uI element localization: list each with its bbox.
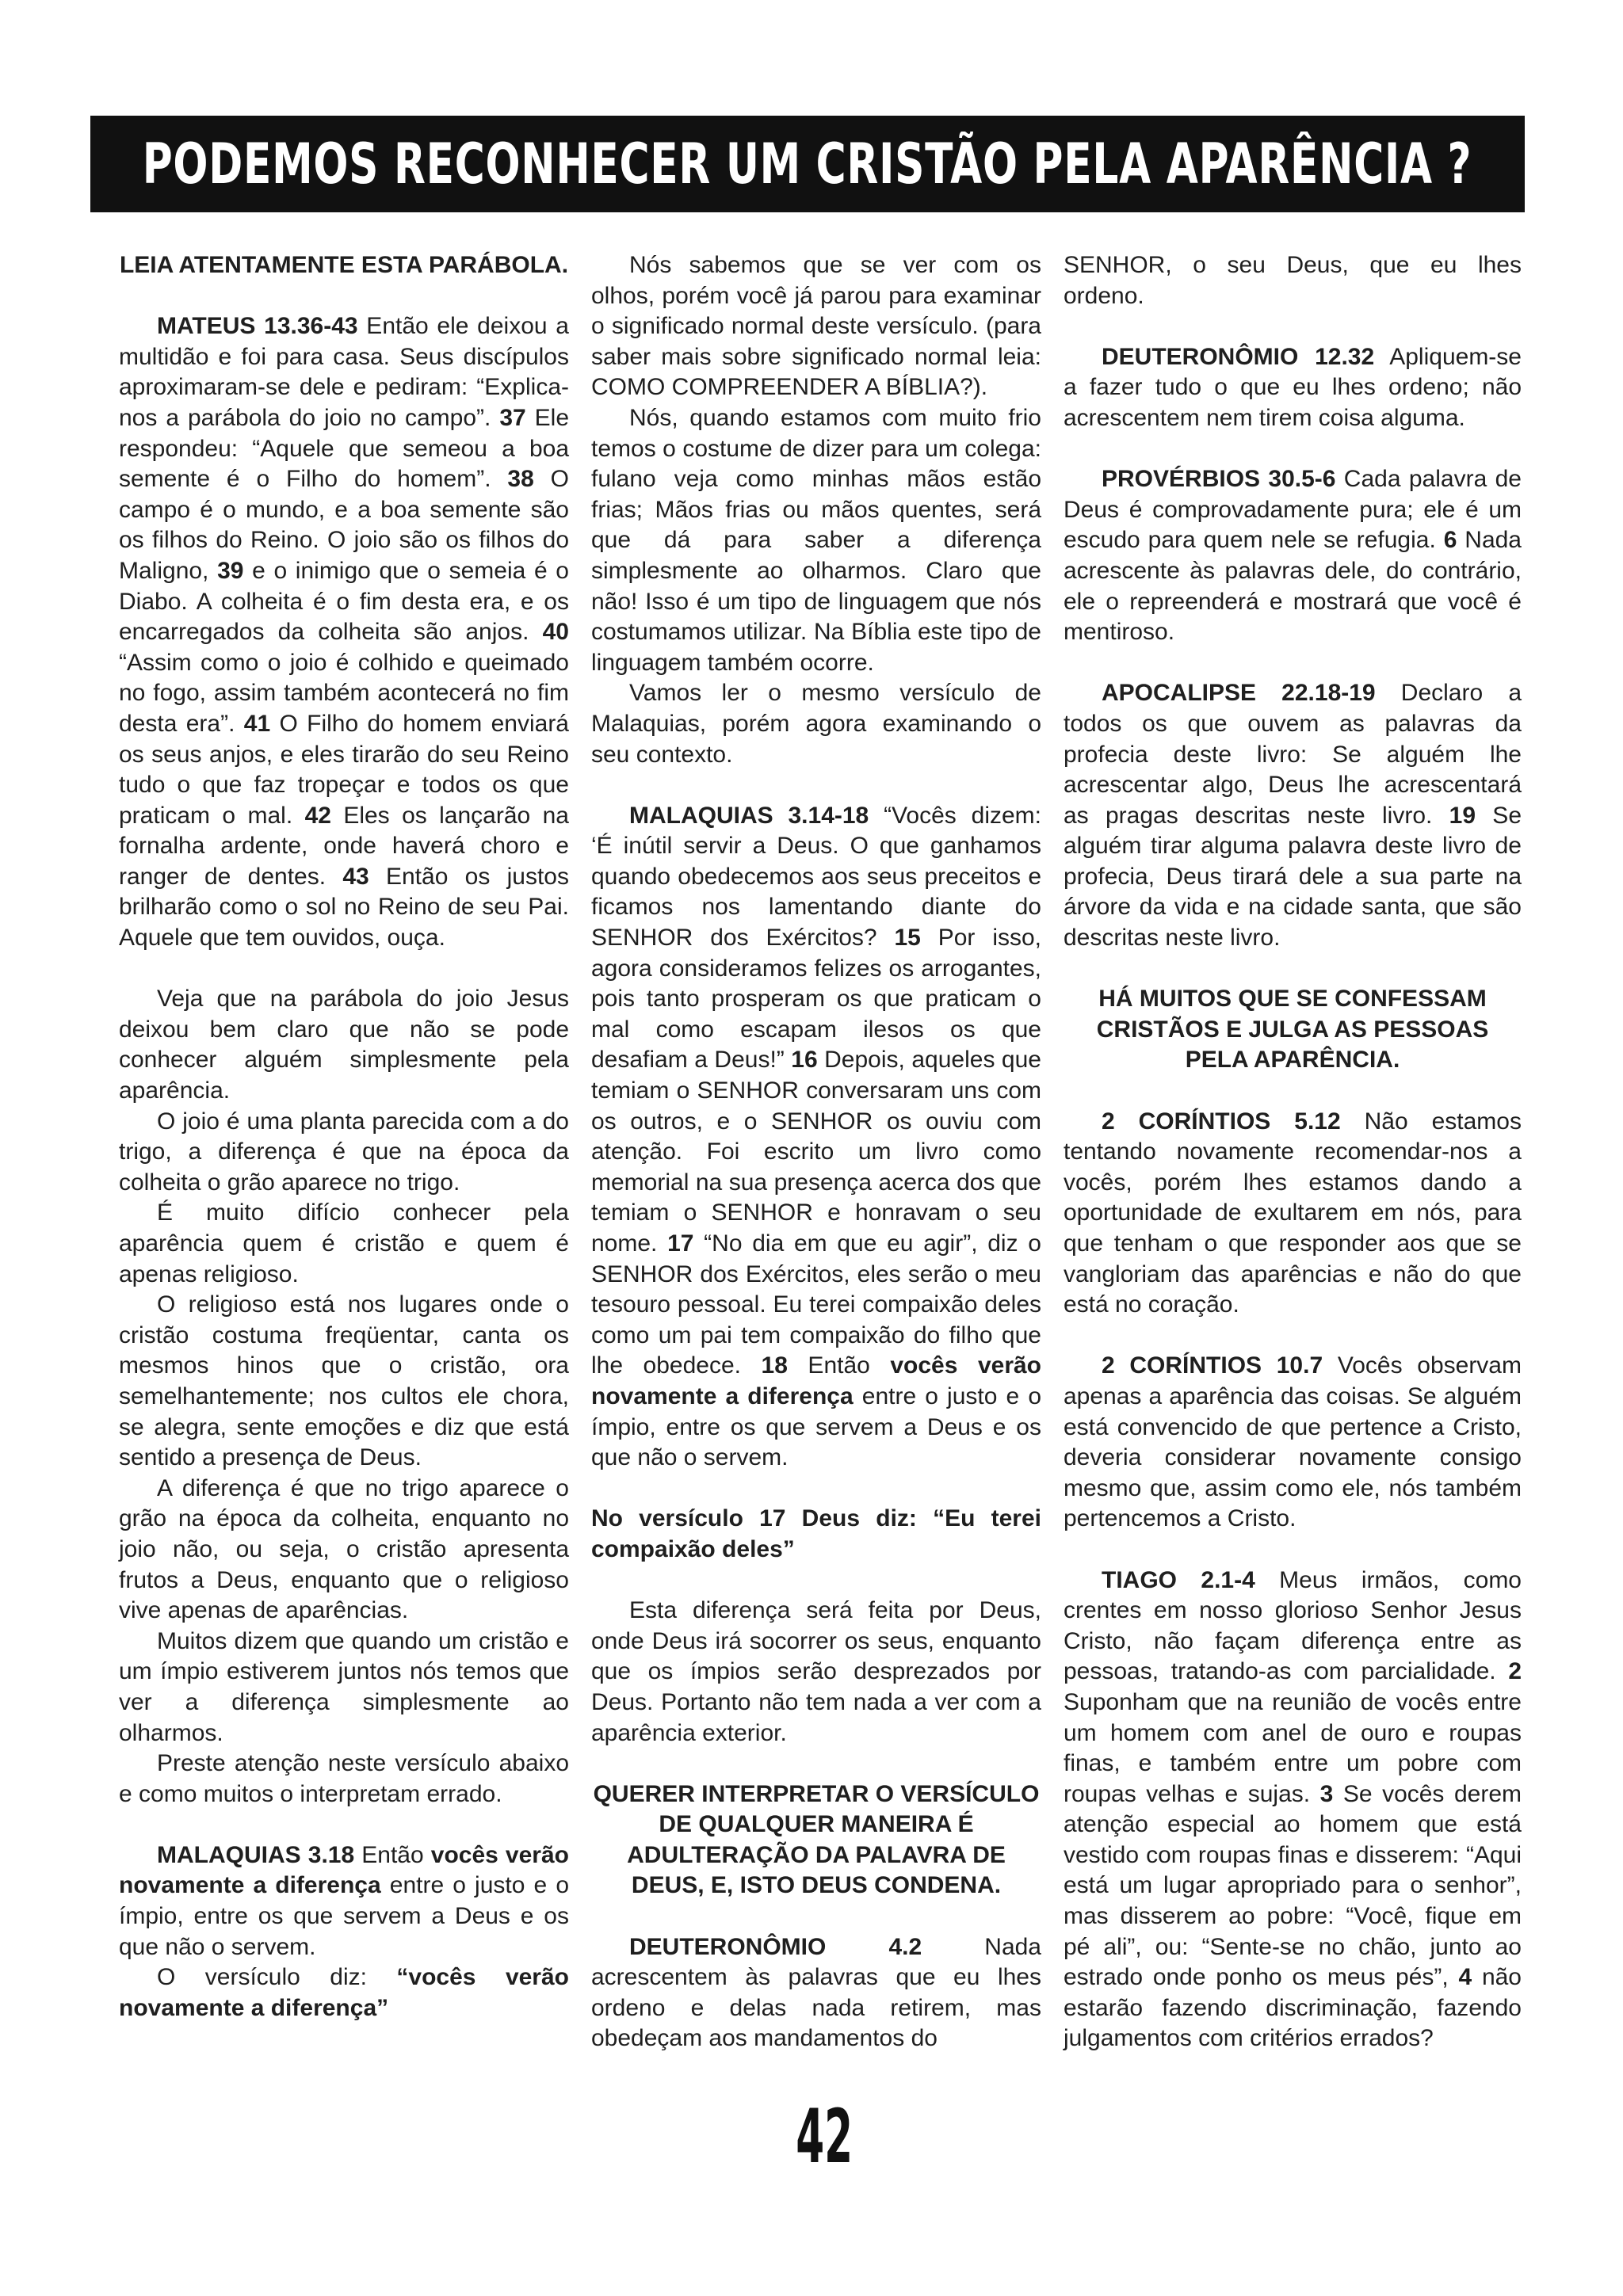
ref-corintios-107: 2 CORÍNTIOS 10.7	[1102, 1352, 1323, 1379]
page-number: 42	[796, 2094, 854, 2180]
paragraph-corintios-107: 2 CORÍNTIOS 10.7 Vocês observam apenas a aparência das coisas. Se alguém está convencido de que pertence a Cristo, deveria considerar novamente consigo mesmo que, assim como ele, nós também pertencemos a Cristo.	[1064, 1352, 1522, 1532]
paragraph-malaquias-318: MALAQUIAS 3.18 Então vocês verão novamente a diferença entre o justo e o ímpio, entre os que servem a Deus e os que não o servem.	[119, 1841, 569, 1960]
paragraph-muitos: Muitos dizem que quando um cristão e um ímpio estiverem juntos nós temos que ver a diferença simplesmente ao olharmos.	[119, 1627, 569, 1746]
heading-interpretar: QUERER INTERPRETAR O VERSÍCULO DE QUALQUER MANEIRA É ADULTERAÇÃO DA PALAVRA DE DEUS, E, ISTO DEUS CONDENA.	[593, 1780, 1040, 1899]
ref-mateus: MATEUS 13.36-43	[157, 313, 358, 340]
paragraph-corintios-512: 2 CORÍNTIOS 5.12 Não estamos tentando novamente recomendar-nos a vocês, porém lhes estamos dando a oportunidade de exultarem em nós, para que tenham o que responder aos que se vangloriam das aparências e não do que está no coração.	[1064, 1108, 1522, 1318]
ref-corintios-512: 2 CORÍNTIOS 5.12	[1102, 1108, 1341, 1135]
paragraph-preste: Preste atenção neste versículo abaixo e como muitos o interpretam errado.	[119, 1750, 569, 1807]
paragraph-mateus: MATEUS 13.36-43 Então ele deixou a multidão e foi para casa. Seus discípulos aproximaram-se dele e pediram: “Explica-nos a parábola do joio no campo”. 37 Ele respondeu: “Aquele que semeou a boa semente é o Filho do homem”. 38 O campo é o mundo, e a boa semente são os filhos do Reino. O joio são os filhos do Maligno, 39 e o inimigo que o semeia é o Diabo. A colheita é o fim desta era, e os encarregados da colheita são anjos. 40 “Assim como o joio é colhido e queimado no fogo, assim também acontecerá no fim desta era”. 41 O Filho do homem enviará os seus anjos, e eles tirarão do seu Reino tudo o que faz tropeçar e todos os que praticam o mal. 42 Eles os lançarão na fornalha ardente, onde haverá choro e ranger de dentes. 43 Então os justos brilharão como o sol no Reino de seu Pai. Aquele que tem ouvidos, ouça.	[119, 313, 570, 952]
paragraph-veja: Veja que na parábola do joio Jesus deixou bem claro que não se pode conhecer alguém simplesmente pela aparência.	[119, 986, 569, 1104]
column-1	[119, 250, 569, 2023]
paragraph-versiculo-17: No versículo 17 Deus diz: “Eu terei compaixão deles”	[591, 1505, 1041, 1562]
ref-proverbios: PROVÉRBIOS 30.5-6	[1102, 466, 1336, 493]
paragraph-joio: O joio é uma planta parecida com a do trigo, a diferença é que na época da colheita o grão aparece no trigo.	[119, 1108, 569, 1196]
column-2	[591, 250, 1041, 2054]
title-bar	[90, 116, 1525, 212]
paragraph-religioso: O religioso está nos lugares onde o cristão costuma freqüentar, canta os mesmos hinos que o cristão, ora semelhantemente; nos cultos ele chora, se alegra, sente emoções e diz que está sentido a presença de Deus.	[119, 1291, 569, 1471]
paragraph-vamos: Vamos ler o mesmo versículo de Malaquias, porém agora examinando o seu contexto.	[591, 680, 1041, 768]
paragraph-deuteronomio-1232: DEUTERONÔMIO 12.32 Apliquem-se a fazer tudo o que eu lhes ordeno; não acrescentem nem tirem coisa alguma.	[1064, 343, 1522, 431]
paragraph-deuteronomio-42: DEUTERONÔMIO 4.2 Nada acrescentem às palavras que eu lhes ordeno e delas nada retirem, mas obedeçam aos mandamentos do	[591, 1933, 1041, 2052]
paragraph-deuteronomio-42-cont: SENHOR, o seu Deus, que eu lhes ordeno.	[1064, 252, 1522, 309]
paragraph-malaquias-314: MALAQUIAS 3.14-18 “Vocês dizem: ‘É inútil servir a Deus. O que ganhamos quando obedecemos aos seus preceitos e ficamos nos lamentando diante do SENHOR dos Exércitos? 15 Por isso, agora consideramos felizes os arrogantes, pois tanto prosperam os que praticam o mal como escapam ilesos os que desafiam a Deus!” 16 Depois, aqueles que temiam o SENHOR conversaram uns com os outros, e o SENHOR os ouviu com atenção. Foi escrito um livro como memorial na sua presença acerca dos que temiam o SENHOR e honravam o seu nome. 17 “No dia em que eu agir”, diz o SENHOR dos Exércitos, eles serão o meu tesouro pessoal. Eu terei compaixão deles como um pai tem compaixão do filho que lhe obedece. 18 Então vocês verão novamente a diferença entre o justo e o ímpio, entre os que servem a Deus e os que não o servem.	[591, 802, 1042, 1471]
page-title: PODEMOS RECONHECER UM CRISTÃO PELA APARÊNCIA ?	[143, 132, 1472, 196]
heading-leia: LEIA ATENTAMENTE ESTA PARÁBOLA.	[119, 252, 569, 278]
heading-muitos-confessam: HÁ MUITOS QUE SE CONFESSAM CRISTÃOS E JULGA AS PESSOAS PELA APARÊNCIA.	[1096, 986, 1489, 1074]
ref-tiago: TIAGO 2.1-4	[1102, 1566, 1255, 1593]
ref-deuteronomio-42: DEUTERONÔMIO 4.2	[629, 1933, 922, 1960]
paragraph-versiculo-diz: O versículo diz: “vocês verão novamente a diferença”	[119, 1964, 569, 2021]
ref-malaquias-318: MALAQUIAS 3.18	[157, 1841, 355, 1868]
column-3	[1064, 250, 1522, 2054]
paragraph-proverbios: PROVÉRBIOS 30.5-6 Cada palavra de Deus é comprovadamente pura; ele é um escudo para quem nele se refugia. 6 Nada acrescente às palavras dele, do contrário, ele o repreenderá e mostrará que você é mentiroso.	[1064, 466, 1522, 646]
paragraph-esta-diferenca: Esta diferença será feita por Deus, onde Deus irá socorrer os seus, enquanto que os ímpios serão desprezados por Deus. Portanto não tem nada a ver com a aparência exterior.	[591, 1597, 1041, 1746]
paragraph-dificil: É muito difício conhecer pela aparência quem é cristão e quem é apenas religioso.	[119, 1199, 569, 1287]
ref-malaquias-314: MALAQUIAS 3.14-18	[629, 802, 869, 829]
paragraph-diferenca: A diferença é que no trigo aparece o grão na época da colheita, enquanto no joio não, ou seja, o cristão apresenta frutos a Deus, enquanto que o religioso vive apenas de aparências.	[119, 1474, 569, 1624]
paragraph-frio: Nós, quando estamos com muito frio temos o costume de dizer para um colega: fulano veja como minhas mãos estão frias; Mãos frias ou mãos quentes, será que dá para saber a diferença simplesmente ao olharmos. Claro que não! Isso é um tipo de linguagem que nós costumamos utilizar. Na Bíblia este tipo de linguagem também ocorre.	[591, 404, 1041, 676]
ref-deuteronomio-1232: DEUTERONÔMIO 12.32	[1102, 343, 1375, 370]
paragraph-tiago: TIAGO 2.1-4 Meus irmãos, como crentes em nosso glorioso Senhor Jesus Cristo, não façam diferença entre as pessoas, tratando-as com parcialidade. 2 Suponham que na reunião de vocês entre um homem com anel de ouro e roupas finas, e também entre um pobre com roupas velhas e sujas. 3 Se vocês derem atenção especial ao homem que está vestido com roupas finas e disserem: “Aqui está um lugar apropriado para o senhor”, mas disserem ao pobre: “Você, fique em pé ali”, ou: “Sente-se no chão, junto ao estrado onde ponho os meus pés”, 4 não estarão fazendo discriminação, fazendo julgamentos com critérios errados?	[1064, 1566, 1522, 2052]
paragraph-sabemos: Nós sabemos que se ver com os olhos, porém você já parou para examinar o significado normal deste versículo. (para saber mais sobre significado normal leia: COMO COMPREENDER A BÍBLIA?).	[591, 252, 1041, 401]
ref-apocalipse: APOCALIPSE 22.18-19	[1102, 680, 1376, 707]
paragraph-apocalipse: APOCALIPSE 22.18-19 Declaro a todos os que ouvem as palavras da profecia deste livro: Se alguém lhe acrescentar algo, Deus lhe acrescentará as pragas descritas neste livro. 19 Se alguém tirar alguma palavra deste livro de profecia, Deus tirará dele a sua parte na árvore da vida e na cidade santa, que são descritas neste livro.	[1064, 680, 1522, 952]
